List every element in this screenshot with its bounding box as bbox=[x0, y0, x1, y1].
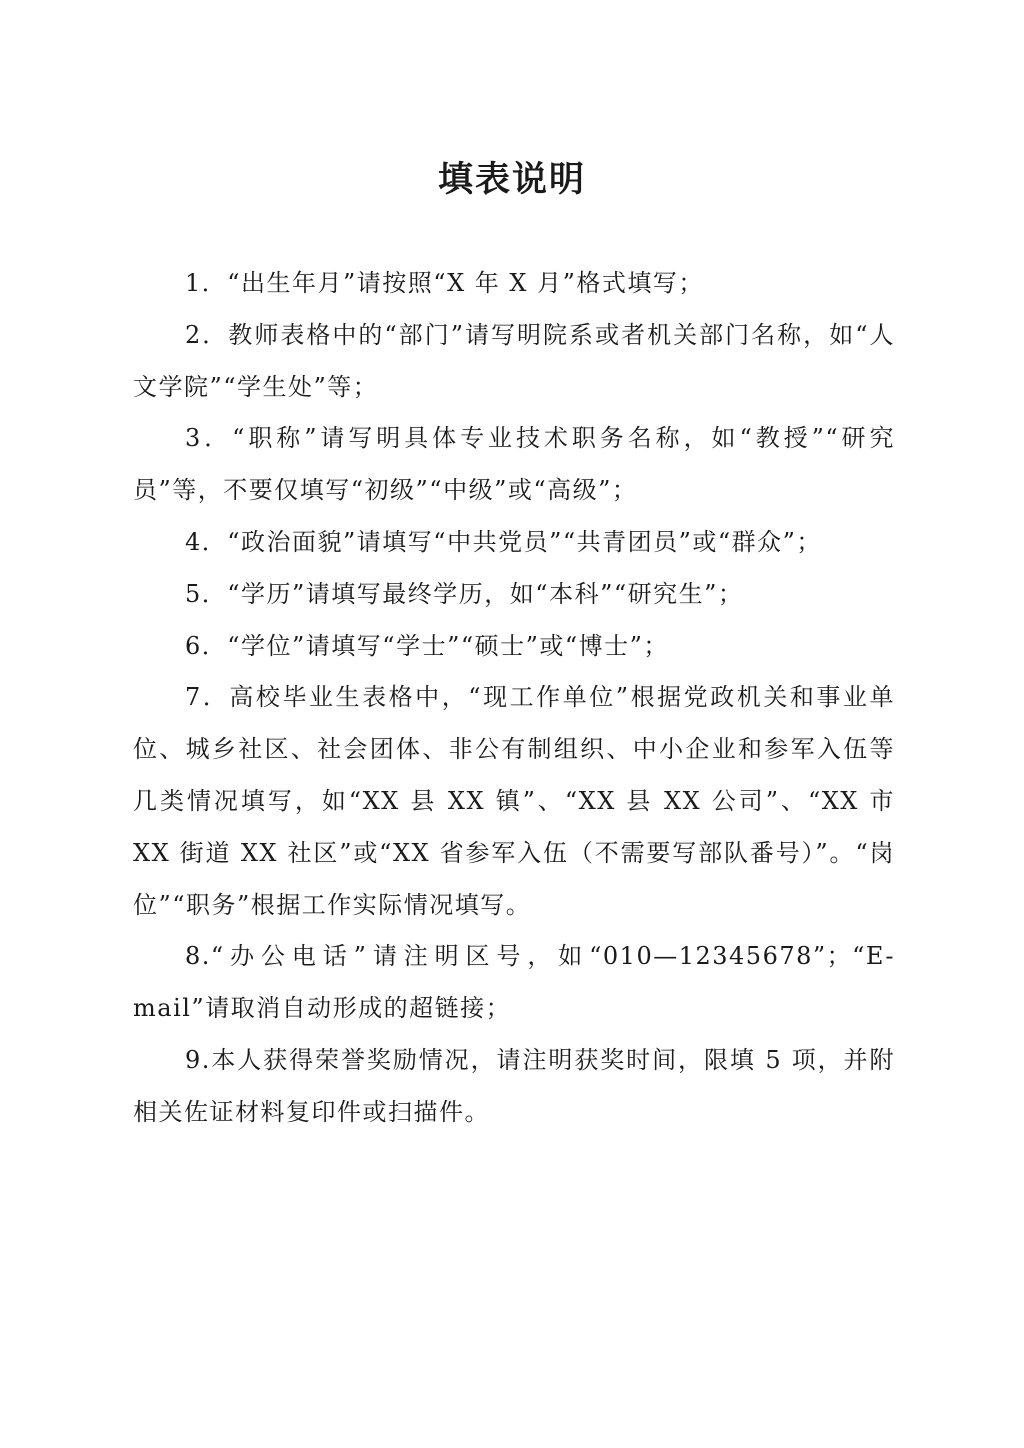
instruction-list bbox=[133, 258, 895, 1139]
instruction-item-5: 5．“学历”请填写最终学历，如“本科”“研究生”； bbox=[185, 579, 744, 608]
instruction-item-3: 3．“职称”请写明具体专业技术职务名称，如“教授”“研究员”等，不要仅填写“初级”“中级”或“高级”； bbox=[133, 424, 895, 505]
instruction-item-4: 4．“政治面貌”请填写“中共党员”“共青团员”或“群众”； bbox=[185, 527, 822, 556]
instruction-item-9: 9.本人获得荣誉奖励情况，请注明获奖时间，限填 5 项，并附相关佐证材料复印件或扫描件。 bbox=[133, 1045, 895, 1126]
instruction-item-7: 7．高校毕业生表格中，“现工作单位”根据党政机关和事业单位、城乡社区、社会团体、非公有制组织、中小企业和参军入伍等几类情况填写，如“XX 县 XX 镇”、“XX 县 XX 公司”、“XX 市 XX 街道 XX 社区”或“XX 省参军入伍（不需要写部队番号）”。“岗位”“职务”根据工作实际情况填写。 bbox=[133, 683, 895, 919]
instruction-item-2: 2．教师表格中的“部门”请写明院系或者机关部门名称，如“人文学院”“学生处”等； bbox=[133, 320, 895, 401]
page-title: 填表说明 bbox=[437, 159, 586, 200]
instruction-item-8: 8.“办公电话”请注明区号，如“010—12345678”；“E-mail”请取消自动形成的超链接； bbox=[133, 942, 895, 1023]
instruction-item-6: 6．“学位”请填写“学士”“硕士”或“博士”； bbox=[185, 631, 669, 660]
instruction-item-1: 1．“出生年月”请按照“X 年 X 月”格式填写； bbox=[185, 269, 704, 297]
